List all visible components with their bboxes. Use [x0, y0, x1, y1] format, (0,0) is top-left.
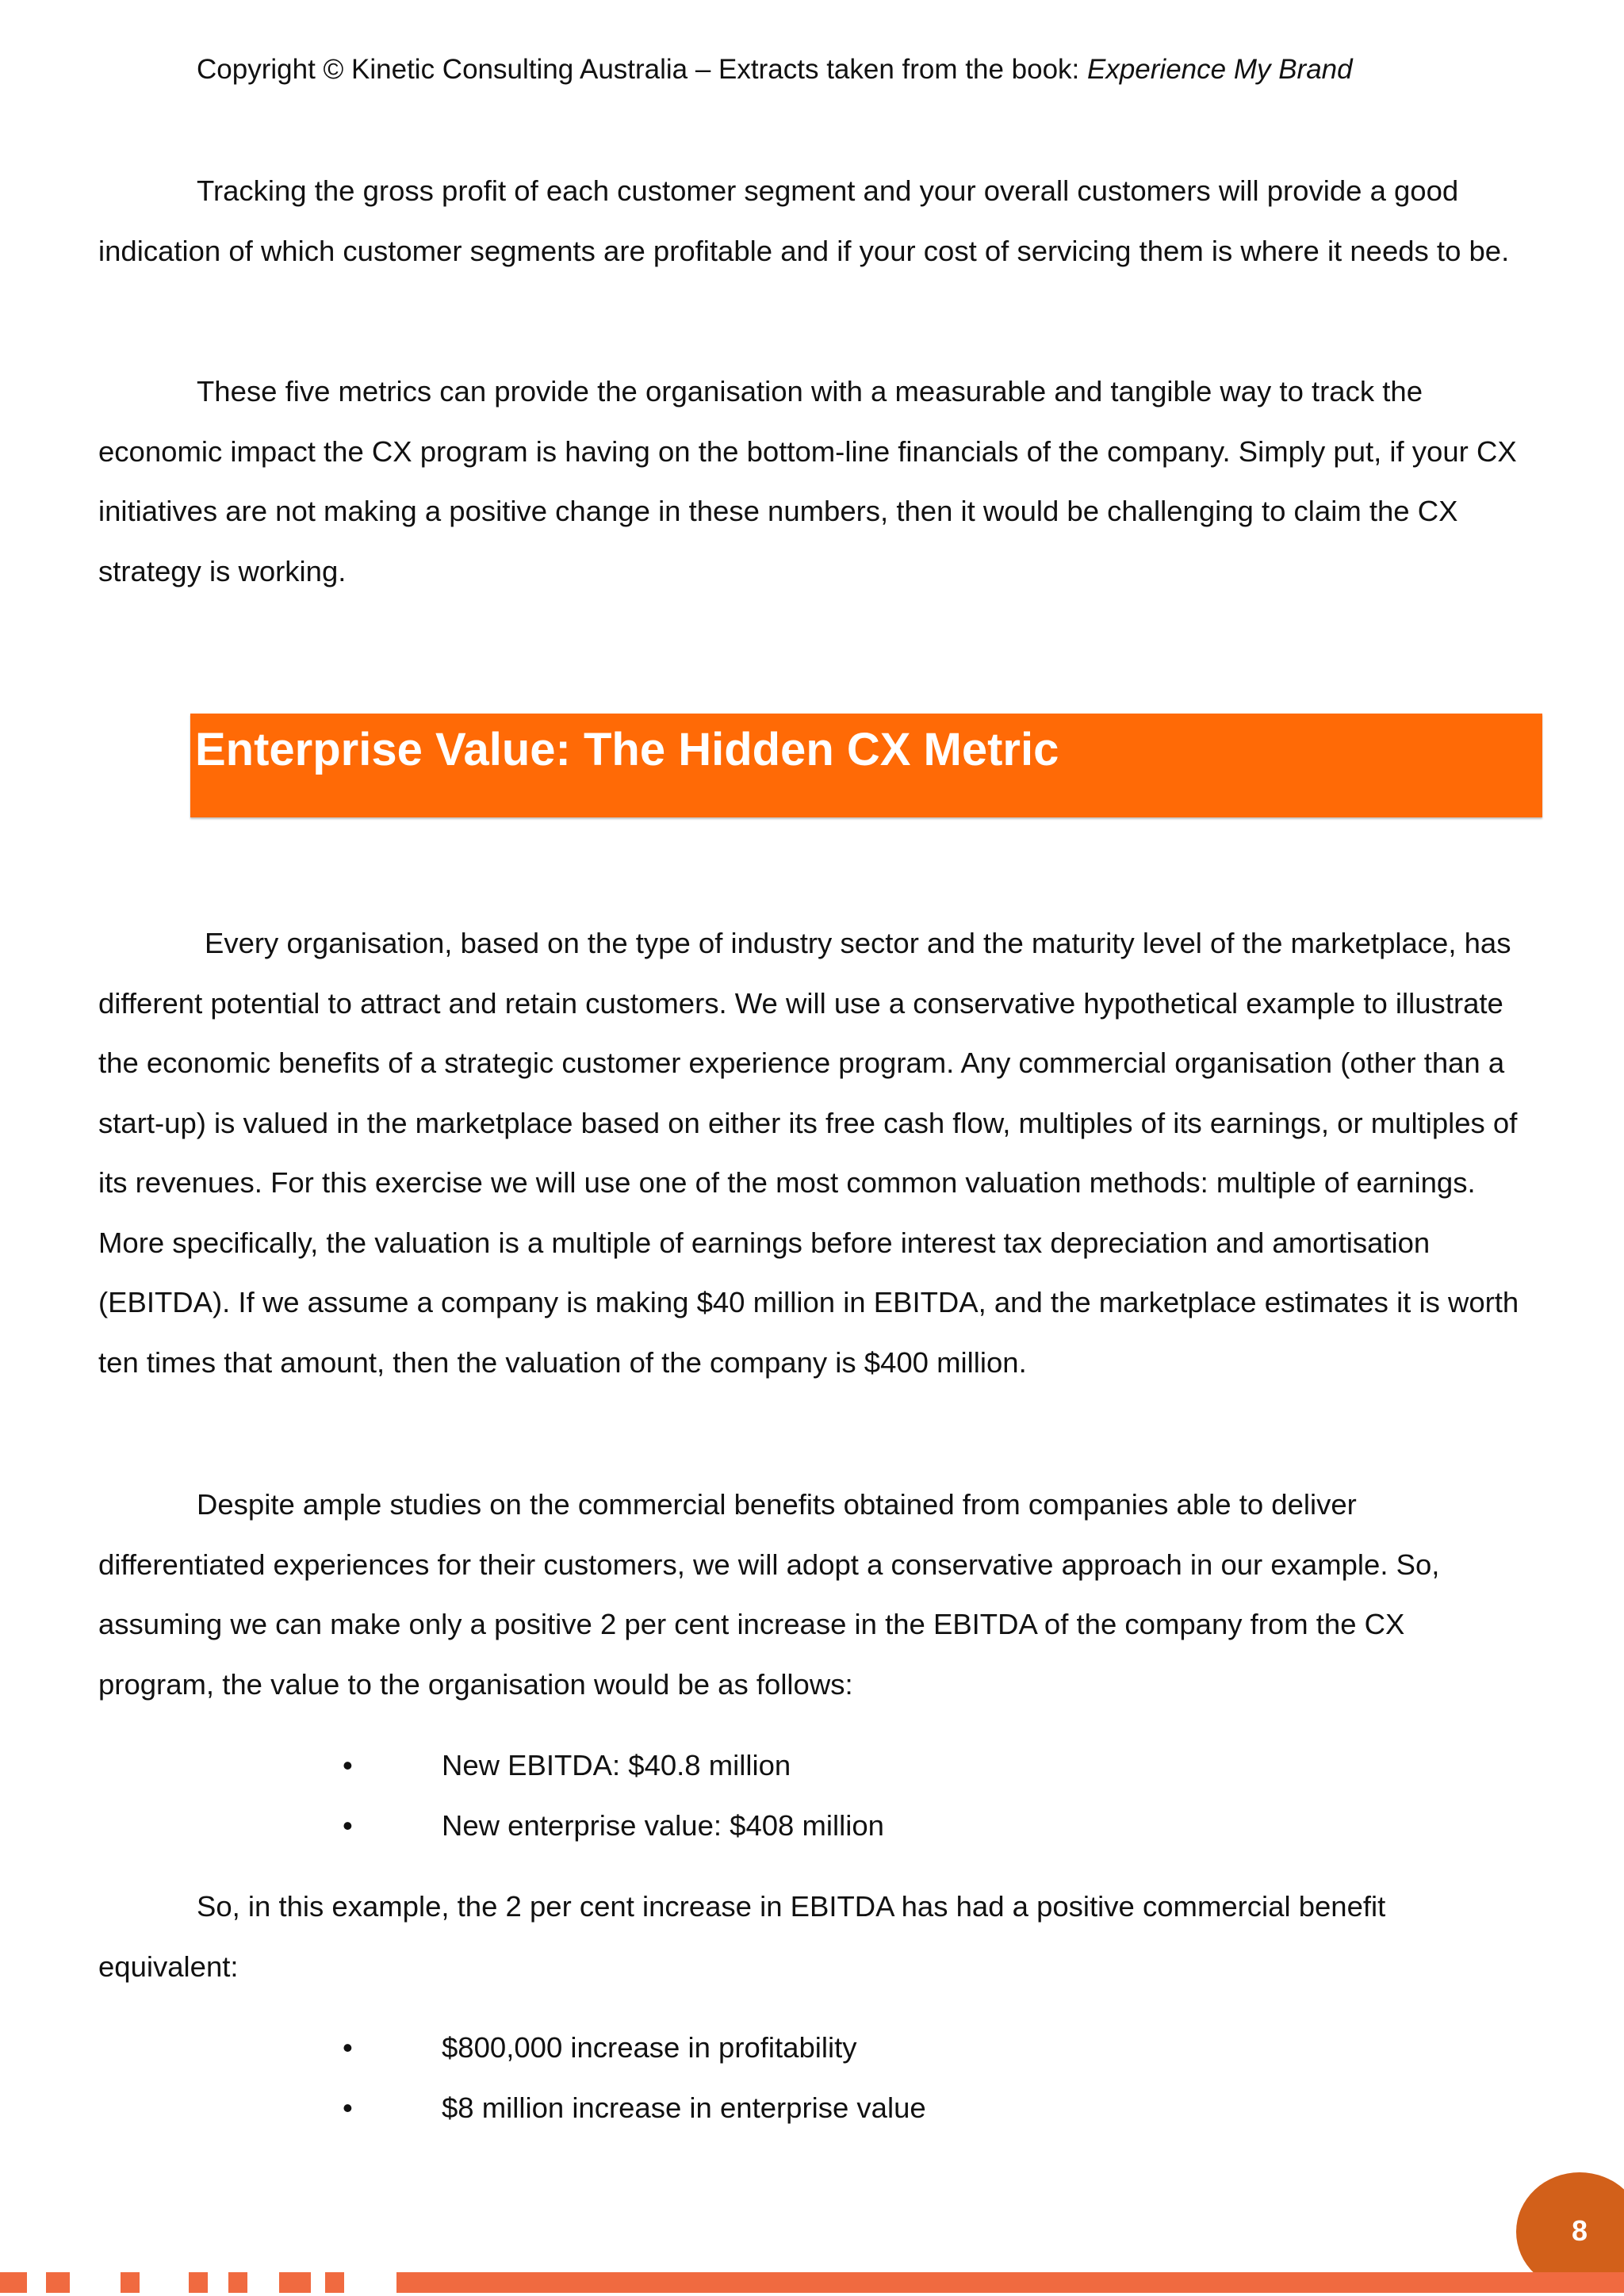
section-title: Enterprise Value: The Hidden CX Metric	[195, 724, 1059, 775]
footer-bar-segment	[228, 2272, 247, 2293]
footer-bar-segment	[279, 2272, 311, 2293]
bullet-point: •	[343, 2091, 353, 2124]
bullet-text: $8 million increase in enterprise value	[442, 2091, 926, 2124]
bullet-text: $800,000 increase in profitability	[442, 2031, 857, 2064]
copyright-text: Copyright © Kinetic Consulting Australia – Extracts taken from the book:	[197, 54, 1087, 85]
paragraph-in-this-example: So, in this example, the 2 per cent increase in EBITDA has had a positive commercial benefit equivalent:	[98, 1890, 1386, 1983]
footer-bar-segment	[46, 2272, 70, 2293]
list-item	[0, 2078, 1624, 2138]
bullet-point: •	[343, 2031, 353, 2064]
page-number: 8	[1571, 2214, 1588, 2247]
footer-bar-segment	[325, 2272, 344, 2293]
paragraph-five-metrics: These five metrics can provide the organisation with a measurable and tangible way to track the economic impact the CX program is having on the bottom-line financials of the company. Simply put, if your CX initiatives are not making a positive change in these numbers, then it would be challenging to claim the CX strategy is working.	[98, 375, 1517, 587]
paragraph-every-organisation: Every organisation, based on the type of industry sector and the maturity level of the marketplace, has different potential to attract and retain customers. We will use a conservative hypothetical example to illustrate the economic benefits of a strategic customer experience program. Any commercial organisation (other than a start-up) is valued in the marketplace based on either its free cash flow, multiples of its earnings, or multiples of its revenues. For this exercise we will use one of the most common valuation methods: multiple of earnings. More specifically, the valuation is a multiple of earnings before interest tax depreciation and amortisation (EBITDA). If we assume a company is making $40 million in EBITDA, and the marketplace estimates it is worth ten times that amount, then the valuation of the company is $400 million.	[98, 927, 1519, 1379]
paragraph-despite-studies: Despite ample studies on the commercial benefits obtained from companies able to deliver differentiated experiences for their customers, we will adopt a conservative approach in our example. So, assuming we can make only a positive 2 per cent increase in the EBITDA of the company from the CX program, the value to the organisation would be as follows:	[98, 1488, 1440, 1701]
section-heading-band	[190, 714, 1542, 817]
bullet-list-benefits	[0, 2018, 1624, 2137]
bullet-list-new-values	[0, 1735, 1624, 1855]
list-item	[0, 1796, 1624, 1856]
footer-bar-main	[396, 2272, 1624, 2293]
page-header	[197, 51, 1353, 89]
paragraph-gross-profit: Tracking the gross profit of each customer segment and your overall customers will provide a good indication of which customer segments are profitable and if your cost of servicing them is where it needs to be.	[98, 174, 1510, 267]
list-item	[0, 1735, 1624, 1796]
bullet-point: •	[343, 1749, 353, 1781]
bullet-point: •	[343, 1808, 353, 1842]
book-title: Experience My Brand	[1087, 54, 1353, 85]
bullet-text: New EBITDA: $40.8 million	[442, 1749, 791, 1781]
list-item	[0, 2018, 1624, 2078]
footer-bar-segment	[189, 2272, 208, 2293]
footer-bar-segment	[0, 2272, 27, 2293]
footer-bar-segment	[121, 2272, 140, 2293]
bullet-text: New enterprise value: $408 million	[442, 1808, 884, 1842]
